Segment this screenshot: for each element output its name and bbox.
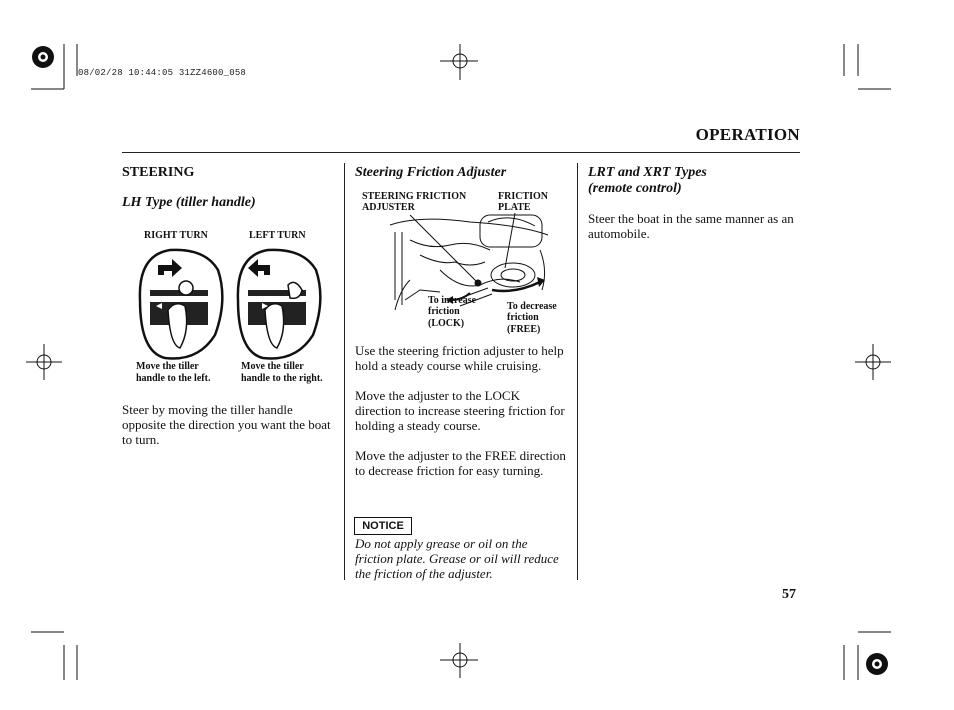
friction-paragraph-3: Move the adjuster to the FREE direction to decrease friction for easy turning. [355, 448, 566, 478]
lrt-xrt-subheading-line1: LRT and XRT Types [588, 165, 707, 180]
increase-label-line2: friction [428, 306, 460, 317]
steering-body-text: Steer by moving the tiller handle opposite the direction you want the boat to turn. [122, 402, 331, 447]
adjuster-label-line2: ADJUSTER [362, 202, 415, 213]
page-number: 57 [782, 587, 796, 602]
section-title: OPERATION [695, 125, 800, 144]
right-caption-line1: Move the tiller [241, 361, 304, 372]
left-caption-line2: handle to the left. [136, 373, 211, 384]
notice-label: NOTICE [362, 520, 404, 532]
lrt-xrt-subheading-line2: (remote control) [588, 181, 682, 196]
lh-type-subheading: LH Type (tiller handle) [122, 195, 256, 210]
increase-label-line1: To increase [428, 295, 477, 306]
plate-label-line2: PLATE [498, 202, 531, 213]
friction-body-text [355, 343, 569, 492]
decrease-label-line3: (FREE) [507, 324, 541, 335]
friction-adjuster-subheading: Steering Friction Adjuster [355, 165, 507, 180]
print-stamp: 08/02/28 10:44:05 31ZZ4600_058 [78, 68, 247, 78]
right-turn-label: RIGHT TURN [144, 230, 208, 241]
remote-control-body-text: Steer the boat in the same manner as an automobile. [588, 211, 794, 241]
left-turn-label: LEFT TURN [249, 230, 306, 241]
steering-heading: STEERING [122, 165, 195, 180]
decrease-label-line2: friction [507, 312, 539, 323]
friction-paragraph-2: Move the adjuster to the LOCK direction to increase steering friction for holding a steady course. [355, 388, 565, 433]
left-caption-line1: Move the tiller [136, 361, 199, 372]
plate-label-line1: FRICTION [498, 191, 549, 202]
increase-label-line3: (LOCK) [428, 318, 465, 329]
right-caption-line2: handle to the right. [241, 373, 323, 384]
decrease-label-line1: To decrease [507, 301, 557, 312]
adjuster-label-line1: STEERING FRICTION [362, 191, 467, 202]
friction-paragraph-1: Use the steering friction adjuster to help hold a steady course while cruising. [355, 343, 564, 373]
notice-text: Do not apply grease or oil on the friction plate. Grease or oil will reduce the friction of the adjuster. [355, 536, 559, 581]
